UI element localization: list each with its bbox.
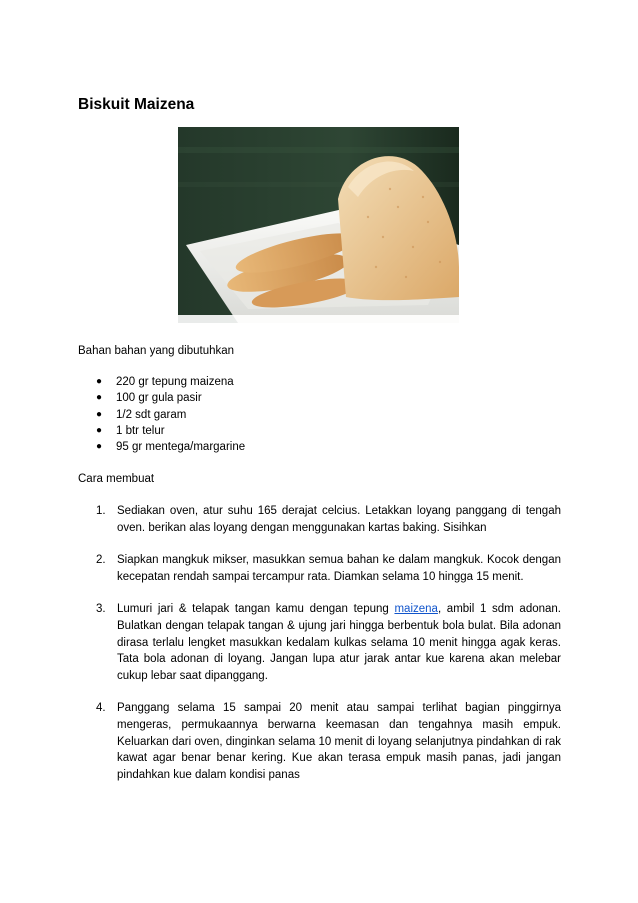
step-text: Siapkan mangkuk mikser, masukkan semua bahan ke dalam mangkuk. Kocok dengan kecepatan rendah sampai tercampur rata. Diamkan selama 10 hingga 15 menit. [117,554,561,583]
step-item [78,503,561,536]
page-title: Biskuit Maizena [78,96,195,113]
list-item: ● 1/2 sdt garam [78,407,245,423]
ingredients-heading: Bahan bahan yang dibutuhkan [78,345,235,357]
bullet-icon: ● [96,376,103,387]
step-number: 4. [96,702,106,715]
step-item [78,552,561,585]
step-item [78,700,561,783]
step-text: Sediakan oven, atur suhu 165 derajat celcius. Letakkan loyang panggang di tengah oven. berikan alas loyang dengan menggunakan kartas baking. Sisihkan [117,505,561,534]
steps-list [78,503,561,799]
bullet-icon: ● [96,392,103,404]
step-number: 3. [96,603,106,616]
biscuit-illustration [178,127,459,323]
bullet-icon: ● [96,441,103,453]
step-number: 2. [96,554,106,567]
bullet-icon: ● [96,408,103,420]
list-item: ● 100 gr gula pasir [78,390,245,406]
step-text: Lumuri jari & telapak tangan kamu dengan tepung maizena, ambil 1 sdm adonan. Bulatkan dengan telapak tangan & ujung jari hingga berbentuk bola bulat. Bila adonan dirasa terlalu lengket masukkan kedalam kulkas selama 10 menit hingga agak keras. Tata bola adonan di loyang. Jangan lupa atur jarak antar kue karena akan melebar cukup lebar saat dipanggang. [117,603,561,682]
step-number: 1. [96,505,106,517]
ingredients-list [78,374,245,455]
maizena-link[interactable]: maizena [394,603,438,616]
step-item [78,601,561,684]
method-heading: Cara membuat [78,473,155,485]
list-item: ● 95 gr mentega/margarine [78,439,245,455]
bullet-icon: ● [96,424,103,436]
list-item: ● 1 btr telur [78,423,245,439]
list-item: ● 220 gr tepung maizena [78,374,245,390]
step-text: Panggang selama 15 sampai 20 menit atau sampai terlihat bagian pinggirnya mengeras, permukaannya berwarna keemasan dan tengahnya masih empuk. Keluarkan dari oven, dinginkan selama 10 menit di loyang selanjutnya pindahkan di rak kawat agar benar benar kering. Kue akan terasa empuk masih panas, jadi jangan pindahkan kue dalam kondisi panas [117,702,561,781]
biscuit-photo [178,127,459,323]
